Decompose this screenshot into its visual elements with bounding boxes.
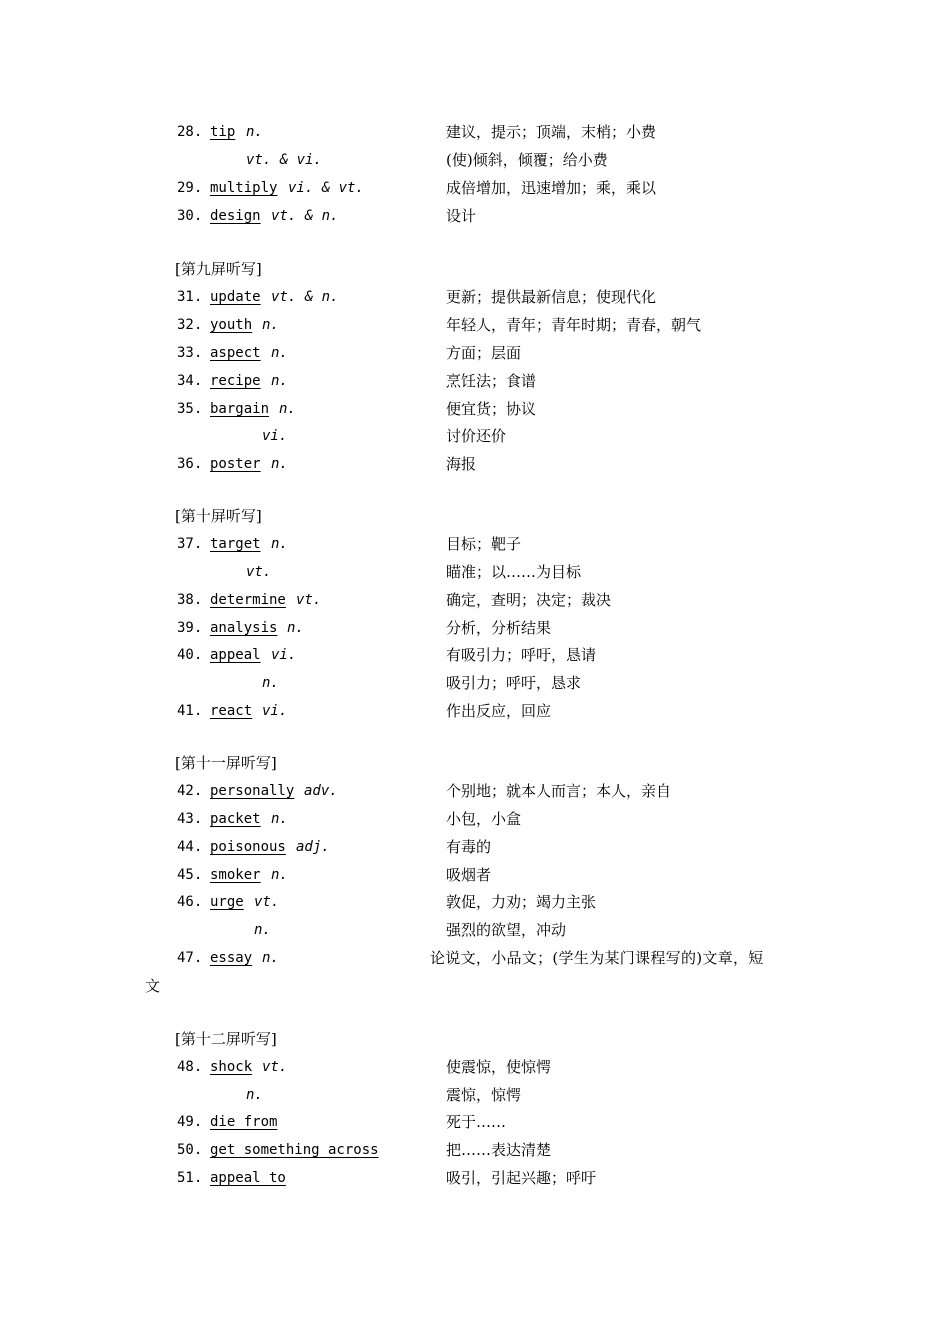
entry-number: 38. <box>177 592 203 608</box>
entry-meaning: 吸烟者 <box>446 866 492 884</box>
vocab-entry-sub <box>0 916 950 944</box>
entry-meaning: 论说文，小品文；(学生为某门课程写的)文章，短 <box>430 949 764 967</box>
entry-pos: n. <box>271 536 288 552</box>
entry-word: poisonous <box>210 839 286 855</box>
entry-number: 50. <box>177 1142 203 1158</box>
entry-number: 28. <box>177 124 203 140</box>
vocab-entry <box>0 450 950 478</box>
entry-number: 31. <box>177 289 203 305</box>
entry-pos: vt. <box>296 592 322 608</box>
entry-pos: n. <box>254 922 271 938</box>
entry-number: 39. <box>177 620 203 636</box>
entry-meaning: 吸引力；呼吁，恳求 <box>446 674 582 692</box>
entry-word: youth <box>210 317 253 333</box>
entry-word: appeal to <box>210 1170 286 1186</box>
section-heading: [第九屏听写] <box>175 260 262 278</box>
vocab-entry <box>0 395 950 423</box>
entry-pos: vt. & vi. <box>246 152 322 168</box>
entry-pos: vt. & n. <box>271 289 339 305</box>
vocab-entry <box>0 1108 950 1136</box>
entry-word: design <box>210 208 261 224</box>
entry-pos: n. <box>262 675 279 691</box>
vocab-entry-sub <box>0 422 950 450</box>
entry-word: target <box>210 536 261 552</box>
entry-pos: n. <box>262 950 279 966</box>
entry-pos: n. <box>246 1087 263 1103</box>
vocab-entry-sub <box>0 1081 950 1109</box>
entry-meaning: 建议，提示；顶端，末梢；小费 <box>446 123 657 141</box>
entry-number: 47. <box>177 950 203 966</box>
entry-meaning-continued: 文 <box>145 977 161 995</box>
entry-pos: vi. <box>262 428 288 444</box>
entry-pos: vt. & n. <box>271 208 339 224</box>
entry-meaning: 成倍增加，迅速增加；乘，乘以 <box>446 179 657 197</box>
entry-meaning: 把……表达清楚 <box>446 1141 552 1159</box>
vocab-entry-sub <box>0 669 950 697</box>
entry-meaning: 目标；靶子 <box>446 535 522 553</box>
vocab-entry <box>0 614 950 642</box>
entry-meaning: 瞄准；以……为目标 <box>446 563 582 581</box>
entry-pos: n. <box>271 456 288 472</box>
vocab-entry <box>0 367 950 395</box>
vocab-entry <box>0 1053 950 1081</box>
section-heading: [第十一屏听写] <box>175 754 277 772</box>
vocab-entry <box>0 805 950 833</box>
entry-meaning: 分析，分析结果 <box>446 619 552 637</box>
entry-number: 36. <box>177 456 203 472</box>
entry-meaning: 死于…… <box>446 1113 507 1131</box>
entry-number: 41. <box>177 703 203 719</box>
entry-word: tip <box>210 124 236 140</box>
entry-number: 46. <box>177 894 203 910</box>
entry-number: 43. <box>177 811 203 827</box>
entry-meaning: 讨价还价 <box>446 427 507 445</box>
entry-meaning: 便宜货；协议 <box>446 400 537 418</box>
vocab-entry <box>0 339 950 367</box>
entry-pos: adv. <box>304 783 338 799</box>
entry-pos: vi. <box>271 647 297 663</box>
entry-number: 30. <box>177 208 203 224</box>
vocab-entry <box>0 174 950 202</box>
entry-number: 40. <box>177 647 203 663</box>
entry-word: analysis <box>210 620 278 636</box>
entry-number: 48. <box>177 1059 203 1075</box>
entry-meaning: 吸引，引起兴趣；呼吁 <box>446 1169 597 1187</box>
entry-meaning: 作出反应，回应 <box>446 702 552 720</box>
vocab-entry-sub <box>0 146 950 174</box>
entry-meaning: 有吸引力；呼吁，恳请 <box>446 646 597 664</box>
entry-number: 33. <box>177 345 203 361</box>
entry-pos: n. <box>271 345 288 361</box>
entry-pos: vi. <box>262 703 288 719</box>
entry-word: update <box>210 289 261 305</box>
entry-word: packet <box>210 811 261 827</box>
entry-meaning: 使震惊，使惊愕 <box>446 1058 552 1076</box>
section-heading: [第十屏听写] <box>175 507 262 525</box>
entry-pos: n. <box>271 867 288 883</box>
entry-pos: n. <box>279 401 296 417</box>
entry-number: 42. <box>177 783 203 799</box>
entry-number: 37. <box>177 536 203 552</box>
entry-number: 29. <box>177 180 203 196</box>
section-heading: [第十二屏听写] <box>175 1030 277 1048</box>
entry-word: react <box>210 703 253 719</box>
entry-meaning: 海报 <box>446 455 477 473</box>
vocab-entry <box>0 861 950 889</box>
entry-meaning: 方面；层面 <box>446 344 522 362</box>
entry-word: shock <box>210 1059 253 1075</box>
entry-meaning: 敦促，力劝；竭力主张 <box>446 893 597 911</box>
entry-number: 44. <box>177 839 203 855</box>
entry-word: multiply <box>210 180 278 196</box>
vocab-entry <box>0 1164 950 1192</box>
vocab-entry <box>0 944 950 972</box>
entry-word: poster <box>210 456 261 472</box>
entry-meaning: 小包，小盒 <box>446 810 522 828</box>
entry-pos: n. <box>287 620 304 636</box>
entry-number: 45. <box>177 867 203 883</box>
entry-word: get something across <box>210 1142 379 1158</box>
entry-word: die from <box>210 1114 278 1130</box>
entry-number: 49. <box>177 1114 203 1130</box>
entry-number: 35. <box>177 401 203 417</box>
entry-word: bargain <box>210 401 270 417</box>
entry-number: 34. <box>177 373 203 389</box>
vocab-entry <box>0 777 950 805</box>
vocab-entry <box>0 283 950 311</box>
entry-meaning: 个别地；就本人而言；本人，亲自 <box>446 782 672 800</box>
vocab-entry <box>0 118 950 146</box>
entry-word: aspect <box>210 345 261 361</box>
vocab-entry <box>0 1136 950 1164</box>
entry-meaning: 设计 <box>446 207 477 225</box>
entry-pos: vt. <box>262 1059 288 1075</box>
entry-word: recipe <box>210 373 261 389</box>
vocab-entry-wrap <box>0 972 950 1000</box>
vocab-entry <box>0 833 950 861</box>
entry-meaning: 震惊，惊愕 <box>446 1086 522 1104</box>
entry-pos: vt. <box>246 564 272 580</box>
entry-number: 51. <box>177 1170 203 1186</box>
entry-pos: n. <box>271 811 288 827</box>
entry-pos: vt. <box>254 894 280 910</box>
entry-word: determine <box>210 592 286 608</box>
entry-meaning: (使)倾斜，倾覆；给小费 <box>446 151 608 169</box>
vocab-entry <box>0 888 950 916</box>
entry-word: smoker <box>210 867 261 883</box>
entry-pos: vi. & vt. <box>288 180 364 196</box>
entry-meaning: 更新；提供最新信息；使现代化 <box>446 288 657 306</box>
entry-pos: n. <box>271 373 288 389</box>
entry-pos: n. <box>246 124 263 140</box>
entry-word: urge <box>210 894 244 910</box>
vocab-entry <box>0 586 950 614</box>
entry-meaning: 强烈的欲望，冲动 <box>446 921 567 939</box>
entry-word: essay <box>210 950 253 966</box>
entry-meaning: 有毒的 <box>446 838 492 856</box>
vocab-entry <box>0 202 950 230</box>
vocab-entry <box>0 697 950 725</box>
vocab-entry <box>0 641 950 669</box>
entry-meaning: 年轻人，青年；青年时期；青春，朝气 <box>446 316 702 334</box>
entry-meaning: 烹饪法；食谱 <box>446 372 537 390</box>
entry-word: personally <box>210 783 295 799</box>
vocab-entry <box>0 311 950 339</box>
vocab-entry-sub <box>0 558 950 586</box>
entry-number: 32. <box>177 317 203 333</box>
vocab-entry <box>0 530 950 558</box>
entry-meaning: 确定，查明；决定；裁决 <box>446 591 612 609</box>
entry-word: appeal <box>210 647 261 663</box>
entry-pos: adj. <box>296 839 330 855</box>
entry-pos: n. <box>262 317 279 333</box>
